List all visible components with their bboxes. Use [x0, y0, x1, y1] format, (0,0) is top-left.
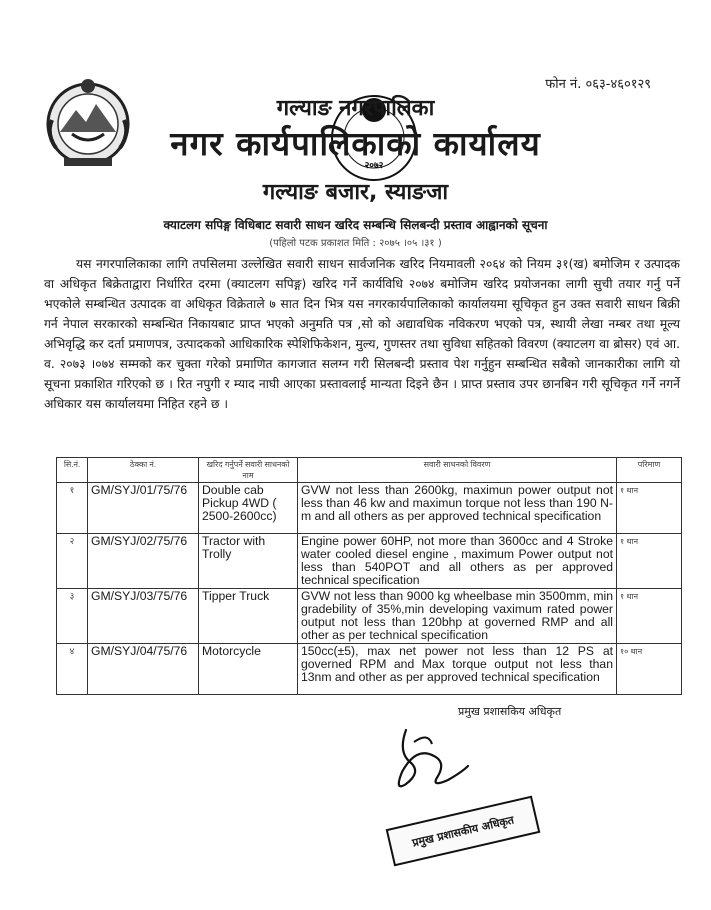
table-header-row	[57, 458, 682, 483]
signature-image	[376, 722, 476, 802]
col-header-code: ठेक्का नं.	[88, 458, 199, 483]
row-sn: ४	[57, 644, 88, 695]
row-vehicle-name: Motorcycle	[199, 644, 298, 695]
seal-year: २०७२	[364, 161, 384, 171]
municipality-name: गल्याङ नगरपालिका	[276, 96, 435, 121]
office-address: गल्याङ बजार, स्याङजा	[262, 180, 449, 205]
row-description: GVW not less than 2600kg, maximun power output not less than 46 kw and maximun torque not less than 190 N-m and all others as per approved technical specification	[298, 483, 617, 534]
row-description: Engine power 60HP, not more than 3600cc and 4 Stroke water cooled diesel engine , maximum Power output not less than 540POT and all others as per approved technical specification	[298, 534, 617, 589]
table-row	[57, 589, 682, 644]
publication-date: (पहिलो पटक प्रकाशत मिति : २०७५ ।०५ ।३१ )	[269, 238, 442, 249]
notice-title: क्याटलग सपिङ्ग विधिबाट सवारी साधन खरिद सम्बन्धि सिलबन्दी प्रस्ताव आह्वानको सूचना	[163, 218, 548, 232]
officer-stamp: प्रमुख प्रशासकीय अधिकृत	[386, 796, 541, 867]
col-header-description: सवारी साधनको विवरण	[298, 458, 617, 483]
row-vehicle-name: Tipper Truck	[199, 589, 298, 644]
phone-number: फोन नं. ०६३-४६०१२९	[545, 77, 651, 92]
row-quantity: १ थान	[617, 534, 682, 589]
row-code: GM/SYJ/04/75/76	[88, 644, 199, 695]
table-row	[57, 483, 682, 534]
table-row	[57, 644, 682, 695]
row-code: GM/SYJ/03/75/76	[88, 589, 199, 644]
row-sn: ३	[57, 589, 88, 644]
row-vehicle-name: Tractor with Trolly	[199, 534, 298, 589]
col-header-vehicle-name: खरिद गर्नुपर्ने सवारी साधनको नाम	[199, 458, 298, 483]
row-code: GM/SYJ/02/75/76	[88, 534, 199, 589]
col-header-quantity: परिमाण	[617, 458, 682, 483]
row-quantity: १ थान	[617, 483, 682, 534]
row-sn: १	[57, 483, 88, 534]
table-row	[57, 534, 682, 589]
row-description: 150cc(±5), max net power not less than 12 PS at governed RPM and Max torque output not less than 13nm and other as per approved technical specification	[298, 644, 617, 695]
row-code: GM/SYJ/01/75/76	[88, 483, 199, 534]
office-name: नगर कार्यपालिकाको कार्यालय	[170, 124, 541, 163]
row-sn: २	[57, 534, 88, 589]
officer-title: प्रमुख प्रशासकिय अधिकृत	[458, 705, 562, 718]
row-quantity: १० थान	[617, 644, 682, 695]
notice-body: यस नगरपालिकाका लागि तपसिलमा उल्लेखित सवारी साधन सार्वजनिक खरिद नियमावली २०६४ को नियम ३१(ख) बमोजिम र उत्पादक वा अधिकृत बिक्रेताद्वारा निर्धारित दरमा (क्याटलग सपिङ्ग) खरिद गर्ने कार्यविधि २०७४ बमोजिम खरिद प्रयोजनका लागी सुची तयार गर्नु पर्ने भएकोले सम्बन्धित उत्पादक वा अधिकृत विक्रेताले ७ सात दिन भित्र यस नगरकार्यपालिकाको कार्यालयमा सूचिकृत हुन उक्त सवारी साधन बिक्री गर्न नेपाल सरकारको सम्बन्धित निकायबाट प्राप्त भएको अनुमति पत्र ,सो को अद्यावधिक नविकरण भएको पत्र, स्थायी लेखा नम्बर तथा मूल्य अभिवृद्धि कर दर्ता प्रमाणपत्र, उत्पादकको आधिकारिक स्पेशिफिकेशन, मुल्य, गुणस्तर तथा सुविधा सहितको विवरण (क्याटलग वा ब्रोसर) एवं आ. व. २०७३ ।०७४ सम्मको कर चुक्ता गरेको प्रमाणित कागजात सलग्न गरी सिलबन्दी प्रस्ताव पेश गर्नुहुन सम्बन्धित सबैको जानकारीका लागि यो सूचना प्रकाशित गरिएको छ । रित नपुगी र म्याद नाघी आएका प्रस्तावलाई मान्यता दिइने छैन । प्राप्त प्रस्ताव उपर छानबिन गरी सूचिकृत गर्ने नगर्ने अधिकार यस कार्यालयमा निहित रहने छ ।	[44, 257, 680, 411]
row-quantity: १ थान	[617, 589, 682, 644]
row-description: GVW not less than 9000 kg wheelbase min 3500mm, min gradebility of 35%,min developing vaximum rated power output not less than 120bhp at governed RMP and all other as per technical specification	[298, 589, 617, 644]
vehicle-table	[56, 457, 682, 695]
col-header-sn: सि.नं.	[57, 458, 88, 483]
row-vehicle-name: Double cab Pickup 4WD ( 2500-2600cc)	[199, 483, 298, 534]
